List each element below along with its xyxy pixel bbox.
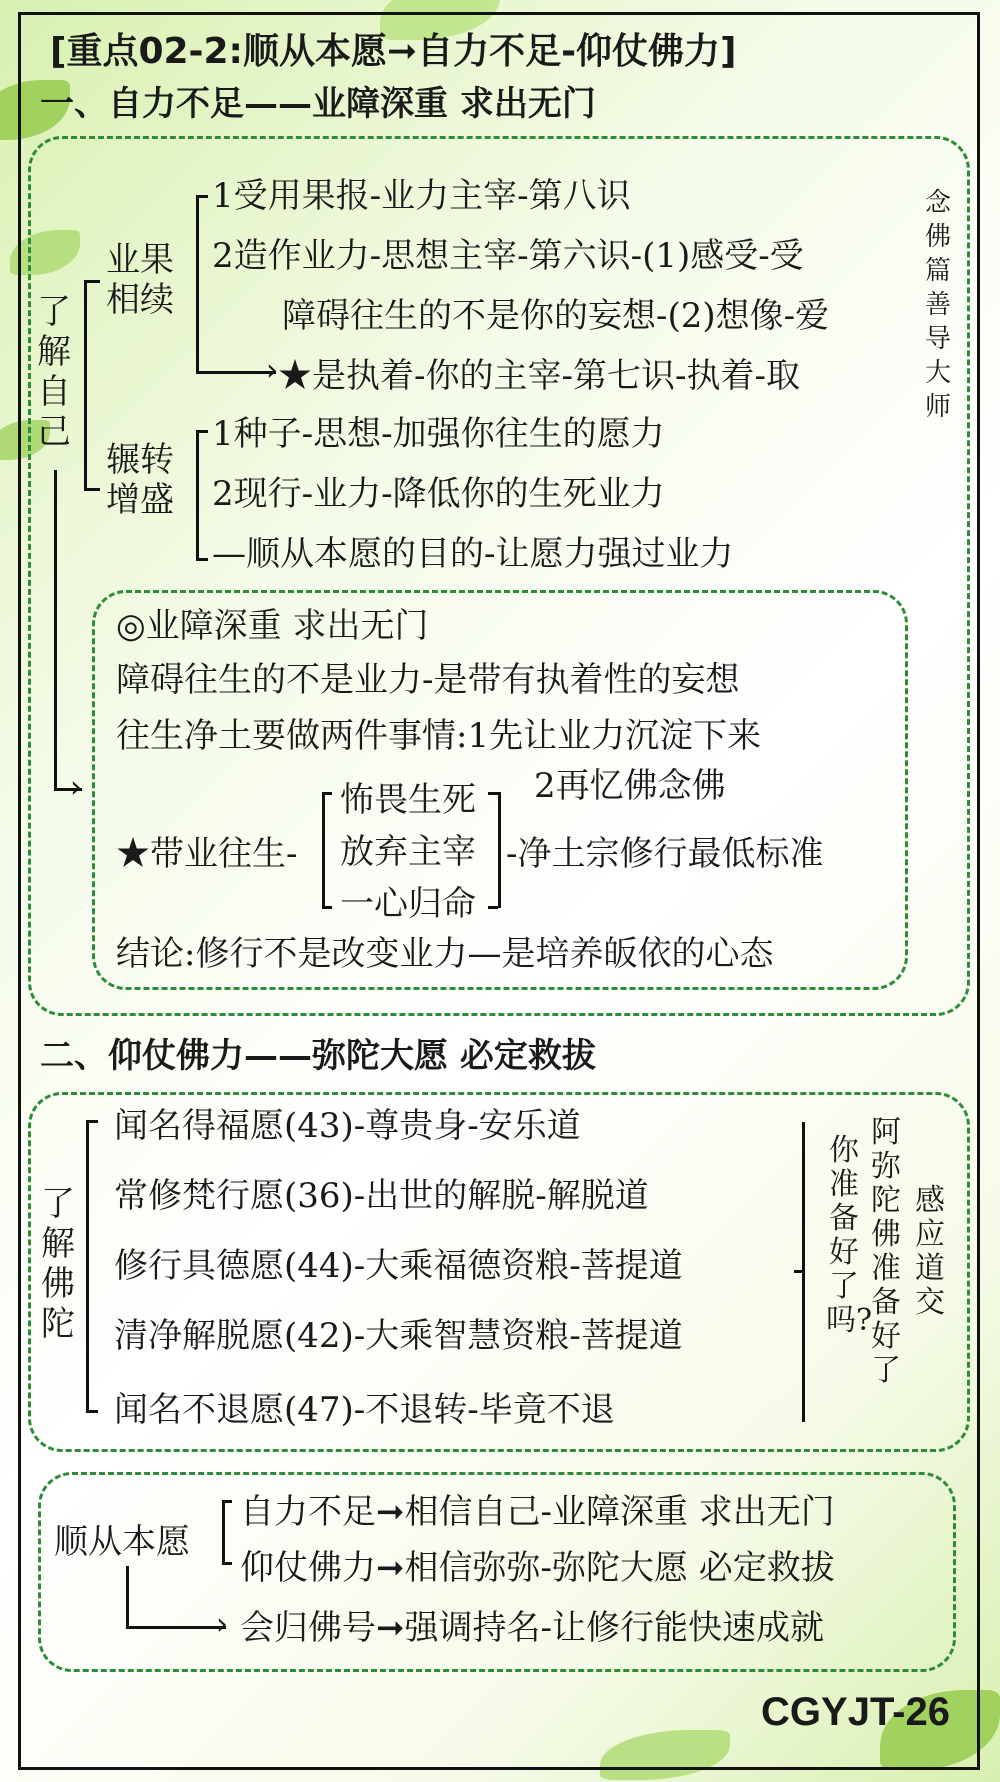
arrow-head: › <box>266 353 278 388</box>
karma-line-4: ★是执着-你的主宰-第七识-执着-取 <box>278 356 800 396</box>
you-ready-question: 你准备好了吗? <box>826 1133 873 1338</box>
bracket-line <box>196 430 208 433</box>
inner-title: ◎业障深重 求出无门 <box>116 606 429 646</box>
karma-line-2: 2造作业力-思想主宰-第六识-(1)感受-受 <box>212 236 804 276</box>
branch-karma-continuity: 业果相续 <box>106 240 174 320</box>
footer-code: CGYJT-26 <box>761 1690 950 1734</box>
daiye-label: ★带业往生- <box>116 834 298 874</box>
bracket-line <box>196 195 199 373</box>
bracket-line <box>322 792 332 795</box>
section2-heading: 二、仰仗佛力——弥陀大愿 必定救拔 <box>40 1036 596 1076</box>
amitabha-ready: 阿弥陀佛准备好了 <box>871 1115 901 1388</box>
vow-36: 常修梵行愿(36)-出世的解脱-解脱道 <box>114 1176 649 1216</box>
side-note-author: 念佛篇 善导大师 <box>924 188 951 422</box>
root-label-vow: 顺从本愿 <box>54 1522 190 1562</box>
bracket-line <box>794 1270 804 1273</box>
bracket-line <box>54 470 57 790</box>
page-title: [重点02-2:顺从本愿➞自力不足-仰仗佛力] <box>50 31 737 72</box>
bracket-line <box>86 1120 89 1412</box>
increase-line-1: 1种子-思想-加强你往生的愿力 <box>212 414 665 454</box>
bracket-line <box>196 371 276 374</box>
inner-conclusion: 结论:修行不是改变业力—是培养皈依的心态 <box>116 934 774 974</box>
daiye-item-3: 一心归命 <box>340 884 476 924</box>
section1-heading: 一、自力不足——业障深重 求出无门 <box>40 84 596 124</box>
bracket-line <box>126 1626 226 1629</box>
summary-line-2: 仰仗佛力➞相信弥弥-弥陀大愿 必定救拔 <box>240 1548 835 1588</box>
bracket-line <box>86 1120 98 1123</box>
increase-line-2: 2现行-业力-降低你的生死业力 <box>212 474 665 514</box>
inner-karma-box <box>92 590 908 990</box>
inner-line-3: 2再忆佛念佛 <box>534 766 726 806</box>
bracket-line <box>196 195 208 198</box>
bracket-line <box>222 1562 232 1565</box>
increase-line-3: —顺从本愿的目的-让愿力强过业力 <box>212 534 734 574</box>
vow-44: 修行具德愿(44)-大乘福德资粮-菩提道 <box>114 1246 683 1286</box>
inner-line-1: 障碍往生的不是业力-是带有执着性的妄想 <box>116 660 740 700</box>
bracket-line <box>86 1410 98 1413</box>
vow-43: 闻名得福愿(43)-尊贵身-安乐道 <box>114 1106 581 1146</box>
bracket-line <box>498 792 501 908</box>
root-label-self: 了解自己 <box>37 292 71 452</box>
karma-line-3: 障碍往生的不是你的妄想-(2)想像-爱 <box>282 296 830 336</box>
bracket-line <box>196 430 199 560</box>
summary-line-1: 自力不足➞相信自己-业障深重 求出无门 <box>240 1492 835 1532</box>
bracket-line <box>322 906 332 909</box>
bracket-line <box>222 1500 225 1564</box>
arrow-head: › <box>216 1607 228 1642</box>
bracket-line <box>488 906 498 909</box>
karma-line-1: 1受用果报-业力主宰-第八识 <box>212 176 631 216</box>
vow-42: 清净解脱愿(42)-大乘智慧资粮-菩提道 <box>114 1316 683 1356</box>
daiye-item-2: 放弃主宰 <box>340 832 476 872</box>
summary-line-3: 会归佛号➞强调持名-让修行能快速成就 <box>240 1608 824 1648</box>
branch-increase: 辗转增盛 <box>106 440 174 520</box>
bracket-line <box>126 1566 129 1628</box>
inner-line-2: 往生净土要做两件事情:1先让业力沉淀下来 <box>116 716 762 756</box>
daiye-item-1: 怖畏生死 <box>340 780 476 820</box>
bracket-line <box>84 280 100 283</box>
bracket-line <box>196 558 208 561</box>
root-label-buddha: 了解佛陀 <box>41 1184 75 1344</box>
bracket-line <box>84 488 100 491</box>
bracket-line <box>322 792 325 908</box>
bracket-line <box>488 792 498 795</box>
response-column: 感应道交 <box>915 1183 945 1320</box>
bracket-line <box>84 280 87 490</box>
arrow-head: › <box>70 770 82 805</box>
bracket-line <box>222 1500 232 1503</box>
daiye-standard: -净土宗修行最低标准 <box>506 834 824 874</box>
vow-47: 闻名不退愿(47)-不退转-毕竟不退 <box>114 1390 615 1430</box>
